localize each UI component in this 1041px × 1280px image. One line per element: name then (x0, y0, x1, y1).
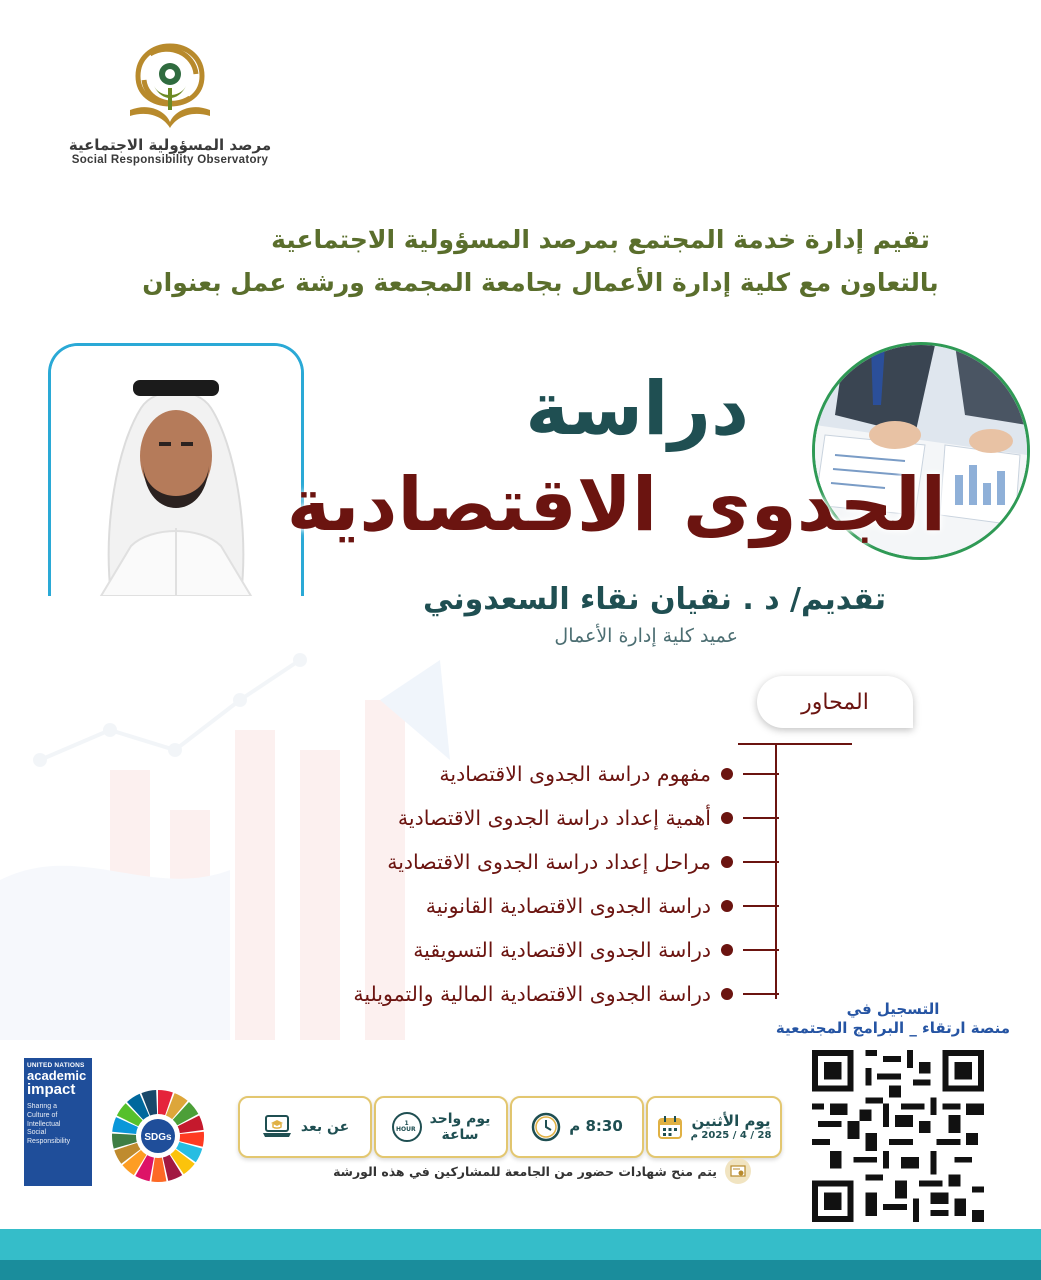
un-academic-impact-badge (24, 1058, 92, 1190)
observatory-logo (60, 40, 280, 180)
un-badge-tagline: Sharing a Culture of Intellectual Social Responsibility (27, 1103, 71, 1145)
registration-line-1: التسجيل في (846, 1000, 940, 1018)
observatory-emblem-icon (110, 40, 230, 132)
clock-icon (531, 1112, 561, 1142)
topic-bullet (721, 856, 733, 868)
un-badge-line-1: UNITED NATIONS (27, 1062, 85, 1069)
topic-connector (743, 905, 779, 907)
topic-item (439, 762, 779, 786)
topic-text: دراسة الجدوى الاقتصادية المالية والتمويلية (353, 982, 711, 1006)
topic-bullet (721, 944, 733, 956)
topic-bullet (721, 988, 733, 1000)
title-line-2: الجدوى الاقتصادية (286, 462, 946, 548)
topic-text: دراسة الجدوى الاقتصادية التسويقية (413, 938, 711, 962)
background-chart-graphic (0, 640, 680, 1040)
presenter-role: عميد كلية إدارة الأعمال (554, 625, 738, 647)
event-duration-hours: ساعة (441, 1127, 479, 1143)
intro-line-2: بالتعاون مع كلية إدارة الأعمال بجامعة المجمعة ورشة عمل بعنوان (142, 268, 939, 297)
topic-item (398, 806, 779, 830)
speaker-photo (48, 343, 304, 596)
topic-connector (743, 861, 779, 863)
hour-icon-label: 1 HOUR (395, 1120, 416, 1133)
speaker-portrait-illustration (51, 346, 301, 596)
sdg-label: SDGs (144, 1132, 172, 1143)
footer-band (0, 1224, 1041, 1280)
presenter-line (423, 582, 886, 617)
presenter-prefix: تقديم/ د . (742, 582, 886, 617)
topic-connector (743, 817, 779, 819)
topic-connector (743, 773, 779, 775)
topic-connector (743, 993, 779, 995)
topic-text: أهمية إعداد دراسة الجدوى الاقتصادية (397, 806, 711, 830)
topic-item (413, 938, 779, 962)
event-time: 8:30 م (569, 1117, 623, 1136)
calendar-icon (657, 1114, 683, 1140)
topic-text: مراحل إعداد دراسة الجدوى الاقتصادية (387, 850, 711, 874)
topic-item (353, 982, 779, 1006)
event-mode: عن بعد (300, 1118, 350, 1135)
presenter-name: نقيان نقاء السعدوني (423, 582, 732, 617)
topic-bullet (721, 812, 733, 824)
event-duration-days: يوم واحد (429, 1110, 491, 1127)
logo-english-name: Social Responsibility Observatory (71, 154, 269, 166)
event-duration-card (374, 1096, 508, 1158)
registration-info (770, 1000, 1016, 1038)
event-mode-card (238, 1096, 372, 1158)
event-time-card (510, 1096, 644, 1158)
registration-qr-code[interactable] (812, 1050, 984, 1222)
certificate-icon (725, 1158, 751, 1184)
topics-bracket-top (738, 743, 852, 745)
topic-item (426, 894, 779, 918)
hourglass-icon (392, 1112, 422, 1142)
topic-text: مفهوم دراسة الجدوى الاقتصادية (439, 762, 711, 786)
topic-connector (743, 949, 779, 951)
event-day: يوم الأثنين (691, 1111, 771, 1130)
un-badge-line-2: academic (27, 1068, 87, 1083)
event-date-card (646, 1096, 782, 1158)
title-line-1: دراسة (525, 366, 749, 452)
topics-heading: المحاور (757, 676, 913, 728)
un-badge-line-3: impact (27, 1081, 76, 1098)
topic-bullet (721, 768, 733, 780)
laptop-graduation-icon (261, 1113, 293, 1141)
sdg-wheel-icon (108, 1086, 208, 1186)
topic-text: دراسة الجدوى الاقتصادية القانونية (425, 894, 711, 918)
topic-bullet (721, 900, 733, 912)
registration-line-2: منصة ارتقاء _ البرامج المجتمعية (775, 1018, 1011, 1037)
certificate-note (333, 1158, 751, 1184)
logo-arabic-name: مرصد المسؤولية الاجتماعية (68, 136, 272, 154)
event-date: 28 / 4 / 2025 م (690, 1129, 772, 1141)
intro-line-1: تقيم إدارة خدمة المجتمع بمرصد المسؤولية الاجتماعية (271, 225, 930, 254)
topic-item (387, 850, 779, 874)
certificate-text: يتم منح شهادات حضور من الجامعة للمشاركين في هذه الورشة (333, 1163, 717, 1179)
